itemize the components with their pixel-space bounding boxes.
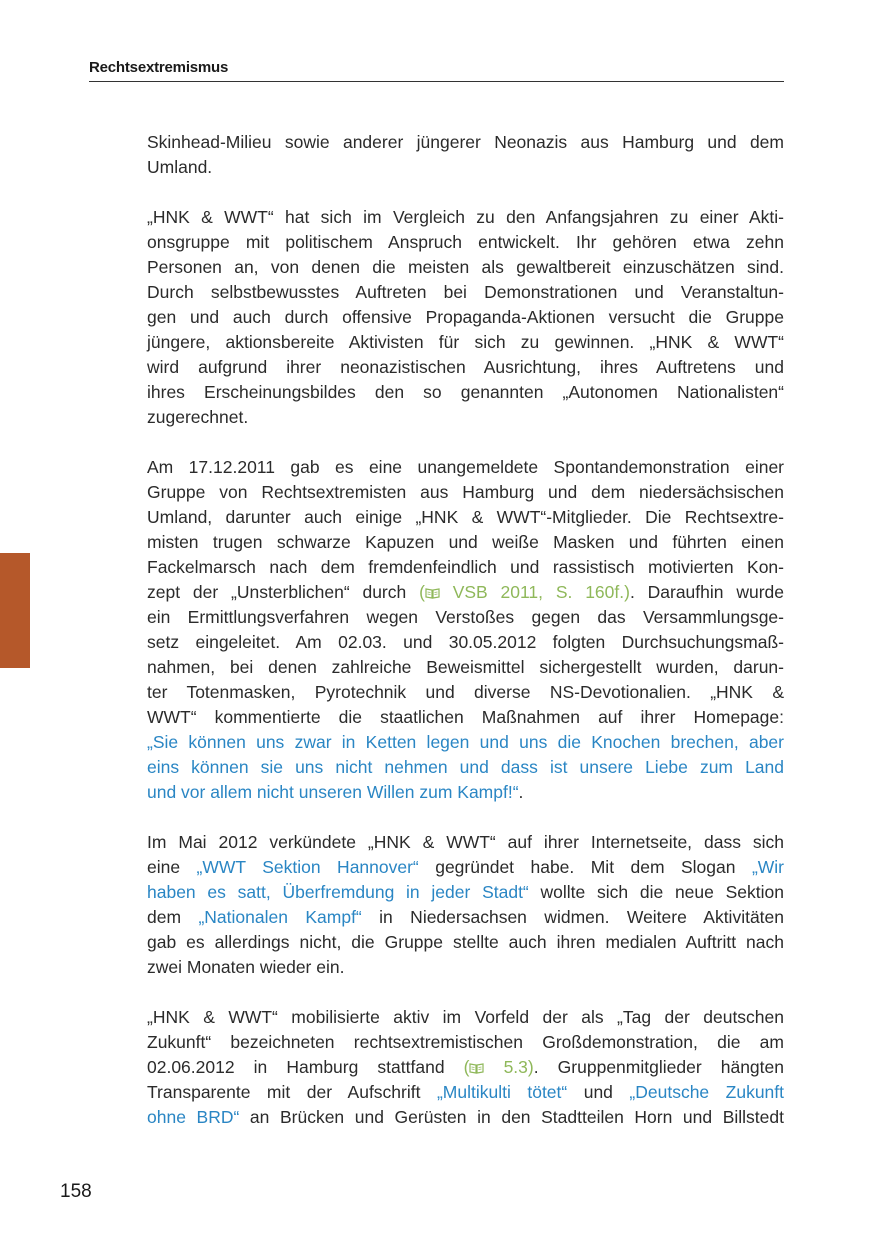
text-line: Im Mai 2012 verkündete „HNK & WWT“ auf ihrer Internetseite, dass sich (147, 832, 784, 852)
quote-segment: „WWT Sektion Hannover“ (196, 857, 419, 877)
text-line: Skinhead-Milieu sowie anderer jüngerer Neonazis aus Hamburg und dem (147, 132, 784, 152)
chapter-tab (0, 553, 30, 668)
text-line: zwei Monaten wieder ein. (147, 957, 345, 977)
text-segment: . Daraufhin wurde (629, 582, 784, 602)
text-line: gab es allerdings nicht, die Gruppe stellte auch ihren medialen Auftritt nach (147, 932, 784, 952)
text-line: Umland. (147, 157, 213, 177)
text-line (147, 580, 784, 605)
text-line: „HNK & WWT“ mobilisierte aktiv im Vorfeld der als „Tag der deutschen (147, 1007, 784, 1027)
text-line: ein Ermittlungsverfahren wegen Verstoßes gegen das Versammlungsge- (147, 607, 784, 627)
text-line: Zukunft“ bezeichneten rechtsextremistischen Großdemonstration, die am (147, 1032, 784, 1052)
citation-text: VSB 2011, S. 160f.) (439, 582, 630, 602)
running-header: Rechtsextremismus (89, 59, 229, 76)
book-icon (425, 587, 440, 599)
citation-paren: ( (419, 582, 425, 602)
text-line: setz eingeleitet. Am 02.03. und 30.05.2012 folgten Durchsuchungsmaß- (147, 632, 784, 652)
text-segment: Transparente mit der Aufschrift (147, 1082, 437, 1102)
text-segment: eine (147, 857, 197, 877)
quote-segment: ohne BRD“ (147, 1107, 240, 1127)
text-line: nahmen, bei denen zahlreiche Beweismittel sichergestellt wurden, darun- (147, 657, 784, 677)
text-segment: 02.06.2012 in Hamburg stattfand (147, 1057, 464, 1077)
quote-segment: „Multikulti tötet“ (436, 1082, 568, 1102)
text-line: „HNK & WWT“ hat sich im Vergleich zu den Anfangsjahren zu einer Akti- (147, 207, 784, 227)
book-icon (469, 1062, 484, 1074)
quote-segment: und vor allem nicht unseren Willen zum Kampf!“ (147, 782, 519, 802)
text-line: WWT“ kommentierte die staatlichen Maßnahmen auf ihrer Homepage: (147, 707, 784, 727)
text-segment: dem (147, 907, 199, 927)
text-line (147, 905, 784, 930)
quote-segment: „Wir (751, 857, 784, 877)
text-segment: . (518, 782, 524, 802)
text-line (147, 855, 784, 880)
text-line: Fackelmarsch nach dem fremdenfeindlich und rassistisch motivierten Kon- (147, 557, 784, 577)
paragraph-1 (147, 130, 784, 180)
paragraph-4 (147, 830, 784, 980)
citation-paren: ( (463, 1057, 470, 1077)
text-line (147, 1105, 784, 1130)
text-segment: gegründet habe. Mit dem Slogan (418, 857, 752, 877)
text-segment: an Brücken und Gerüsten in den Stadtteilen Horn und Billstedt (239, 1107, 784, 1127)
header-rule (89, 81, 784, 82)
paragraph-2 (147, 205, 784, 430)
quote-line: eins können sie uns nicht nehmen und dass ist unsere Liebe zum Land (147, 757, 784, 777)
text-segment: in Niedersachsen widmen. Weitere Aktivitäten (361, 907, 785, 927)
text-line: zugerechnet. (147, 407, 249, 427)
text-line: gen und auch durch offensive Propaganda-Aktionen versucht die Gruppe (147, 307, 784, 327)
page-content (147, 130, 784, 1155)
text-line: misten trugen schwarze Kapuzen und weiße Masken und führten einen (147, 532, 784, 552)
text-line: ihres Erscheinungsbildes den so genannten „Autonomen Nationalisten“ (147, 382, 784, 402)
text-segment: zept der „Unsterblichen“ durch (147, 582, 420, 602)
citation-link[interactable] (464, 1057, 534, 1077)
text-line: ter Totenmasken, Pyrotechnik und diverse NS-Devotionalien. „HNK & (147, 682, 784, 702)
text-segment: und (567, 1082, 630, 1102)
text-line: jüngere, aktionsbereite Aktivisten für sich zu gewinnen. „HNK & WWT“ (147, 332, 784, 352)
text-line: Personen an, von denen die meisten als gewaltbereit einzuschätzen sind. (147, 257, 784, 277)
citation-link[interactable] (419, 582, 630, 602)
text-line: Umland, darunter auch einige „HNK & WWT“-Mitglieder. Die Rechtsextre- (147, 507, 784, 527)
quote-segment: „Deutsche Zukunft (629, 1082, 785, 1102)
text-line: Am 17.12.2011 gab es eine unangemeldete Spontandemonstration einer (147, 457, 784, 477)
text-line (147, 880, 784, 905)
text-line: onsgruppe mit politischem Anspruch entwickelt. Ihr gehören etwa zehn (147, 232, 784, 252)
quote-segment: haben es satt, Überfremdung in jeder Stadt“ (147, 882, 529, 902)
text-line (147, 780, 784, 805)
quote-line: „Sie können uns zwar in Ketten legen und uns die Knochen brechen, aber (147, 732, 784, 752)
text-segment: wollte sich die neue Sektion (528, 882, 784, 902)
text-line: wird aufgrund ihrer neonazistischen Ausrichtung, ihres Auftretens und (147, 357, 784, 377)
page-number: 158 (60, 1181, 92, 1202)
text-line: Gruppe von Rechtsextremisten aus Hamburg und dem niedersächsischen (147, 482, 784, 502)
text-line (147, 1055, 784, 1080)
text-segment: . Gruppenmitglieder hängten (533, 1057, 784, 1077)
paragraph-3 (147, 455, 784, 805)
text-line: Durch selbstbewusstes Auftreten bei Demonstrationen und Veranstaltun- (147, 282, 784, 302)
text-line (147, 1080, 784, 1105)
citation-text: 5.3) (484, 1057, 534, 1077)
quote-segment: „Nationalen Kampf“ (198, 907, 362, 927)
paragraph-5 (147, 1005, 784, 1130)
